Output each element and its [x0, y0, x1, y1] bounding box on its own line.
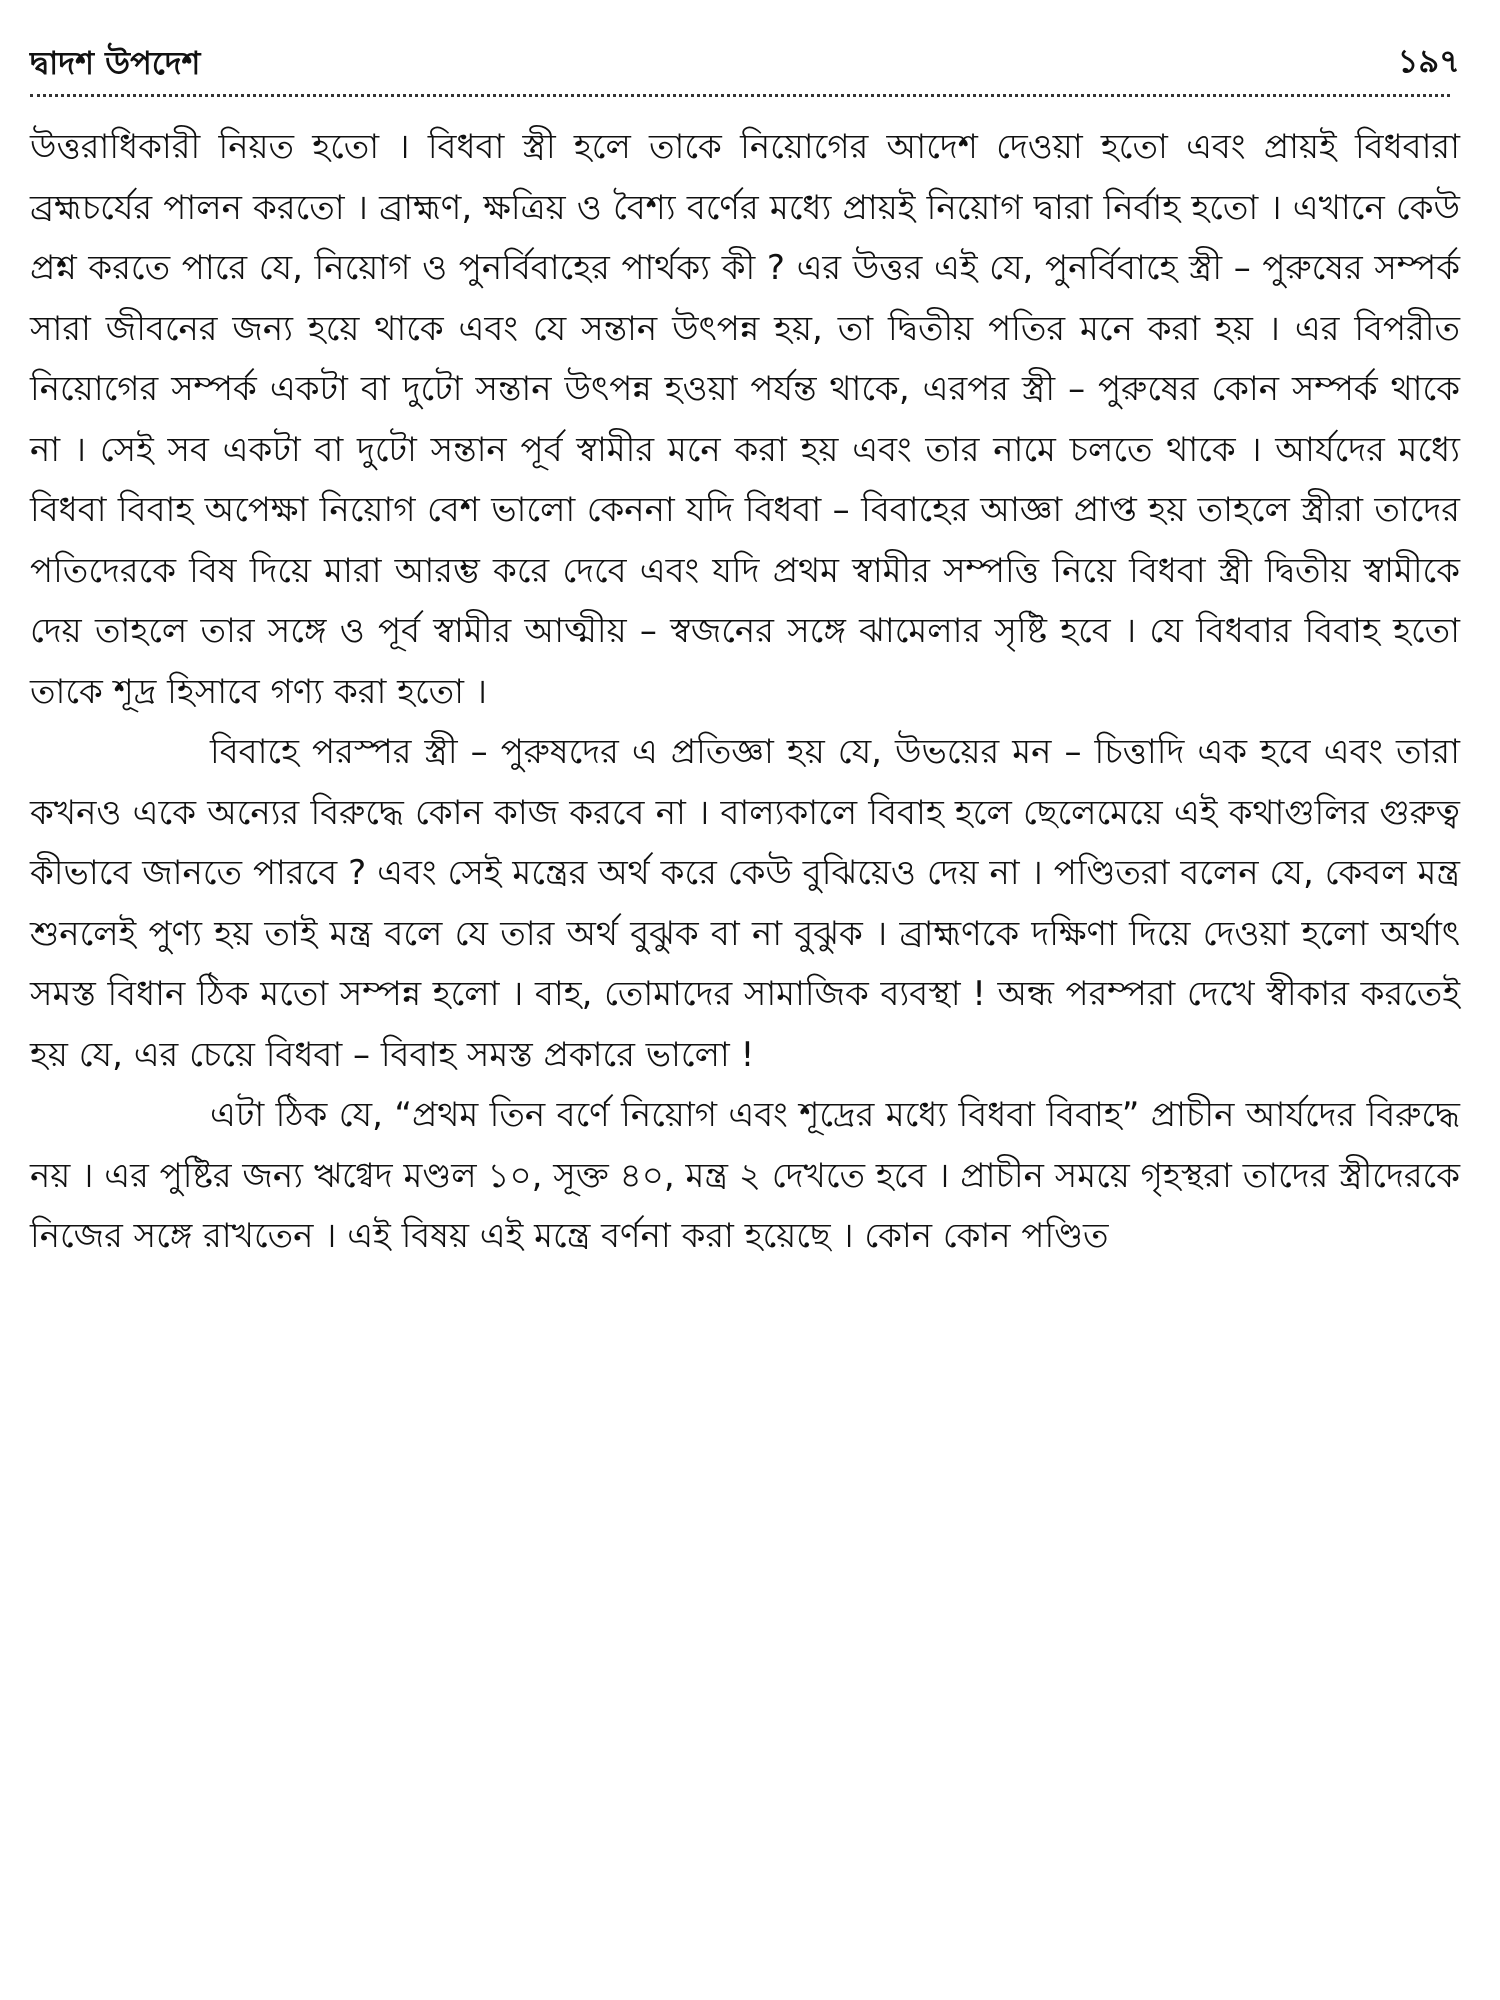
- paragraph-1: উত্তরাধিকারী নিয়ত হতো । বিধবা স্ত্রী হলে তাকে নিয়োগের আদেশ দেওয়া হতো এবং প্রায়ই বিধবারা ব্রহ্মচর্যের পালন করতো । ব্রাহ্মণ, ক্ষত্রিয় ও বৈশ্য বর্ণের মধ্যে প্রায়ই নিয়োগ দ্বারা নির্বাহ হতো । এখানে কেউ প্রশ্ন করতে পারে যে, নিয়োগ ও পুনর্বিবাহের পার্থক্য কী ? এর উত্তর এই যে, পুনর্বিবাহে স্ত্রী – পুরুষের সম্পর্ক সারা জীবনের জন্য হয়ে থাকে এবং যে সন্তান উৎপন্ন হয়, তা দ্বিতীয় পতির মনে করা হয় । এর বিপরীত নিয়োগের সম্পর্ক একটা বা দুটো সন্তান উৎপন্ন হওয়া পর্যন্ত থাকে, এরপর স্ত্রী – পুরুষের কোন সম্পর্ক থাকে না । সেই সব একটা বা দুটো সন্তান পূর্ব স্বামীর মনে করা হয় এবং তার নামে চলতে থাকে । আর্যদের মধ্যে বিধবা বিবাহ অপেক্ষা নিয়োগ বেশ ভালো কেননা যদি বিধবা – বিবাহের আজ্ঞা প্রাপ্ত হয় তাহলে স্ত্রীরা তাদের পতিদেরকে বিষ দিয়ে মারা আরম্ভ করে দেবে এবং যদি প্রথম স্বামীর সম্পত্তি নিয়ে বিধবা স্ত্রী দ্বিতীয় স্বামীকে দেয় তাহলে তার সঙ্গে ও পূর্ব স্বামীর আত্মীয় – স্বজনের সঙ্গে ঝামেলার সৃষ্টি হবে । যে বিধবার বিবাহ হতো তাকে শূদ্র হিসাবে গণ্য করা হতো ।: [30, 127, 1460, 712]
- page-number: ১৯৭: [1397, 42, 1460, 80]
- paragraph-3: এটা ঠিক যে, “প্রথম তিন বর্ণে নিয়োগ এবং শূদ্রের মধ্যে বিধবা বিবাহ” প্রাচীন আর্যদের বিরুদ্ধে নয় । এর পুষ্টির জন্য ঋগ্বেদ মণ্ডল ১০, সূক্ত ৪০, মন্ত্র ২ দেখতে হবে । প্রাচীন সময়ে গৃহস্থরা তাদের স্ত্রীদেরকে নিজের সঙ্গে রাখতেন । এই বিষয় এই মন্ত্রে বর্ণনা করা হয়েছে । কোন কোন পণ্ডিত: [30, 1095, 1460, 1256]
- book-page: [30, 30, 1460, 1980]
- paragraph-2: বিবাহে পরস্পর স্ত্রী – পুরুষদের এ প্রতিজ্ঞা হয় যে, উভয়ের মন – চিত্তাদি এক হবে এবং তারা কখনও একে অন্যের বিরুদ্ধে কোন কাজ করবে না । বাল্যকালে বিবাহ হলে ছেলেমেয়ে এই কথাগুলির গুরুত্ব কীভাবে জানতে পারবে ? এবং সেই মন্ত্রের অর্থ করে কেউ বুঝিয়েও দেয় না । পণ্ডিতরা বলেন যে, কেবল মন্ত্র শুনলেই পুণ্য হয় তাই মন্ত্র বলে যে তার অর্থ বুঝুক বা না বুঝুক । ব্রাহ্মণকে দক্ষিণা দিয়ে দেওয়া হলো অর্থাৎ সমস্ত বিধান ঠিক মতো সম্পন্ন হলো । বাহ, তোমাদের সামাজিক ব্যবস্থা ! অন্ধ পরম্পরা দেখে স্বীকার করতেই হয় যে, এর চেয়ে বিধবা – বিবাহ সমস্ত প্রকারে ভালো !: [30, 732, 1460, 1075]
- chapter-title: দ্বাদশ উপদেশ: [30, 44, 201, 82]
- header-divider: [30, 94, 1450, 109]
- running-header: [30, 30, 1460, 88]
- body-text: [30, 117, 1460, 1267]
